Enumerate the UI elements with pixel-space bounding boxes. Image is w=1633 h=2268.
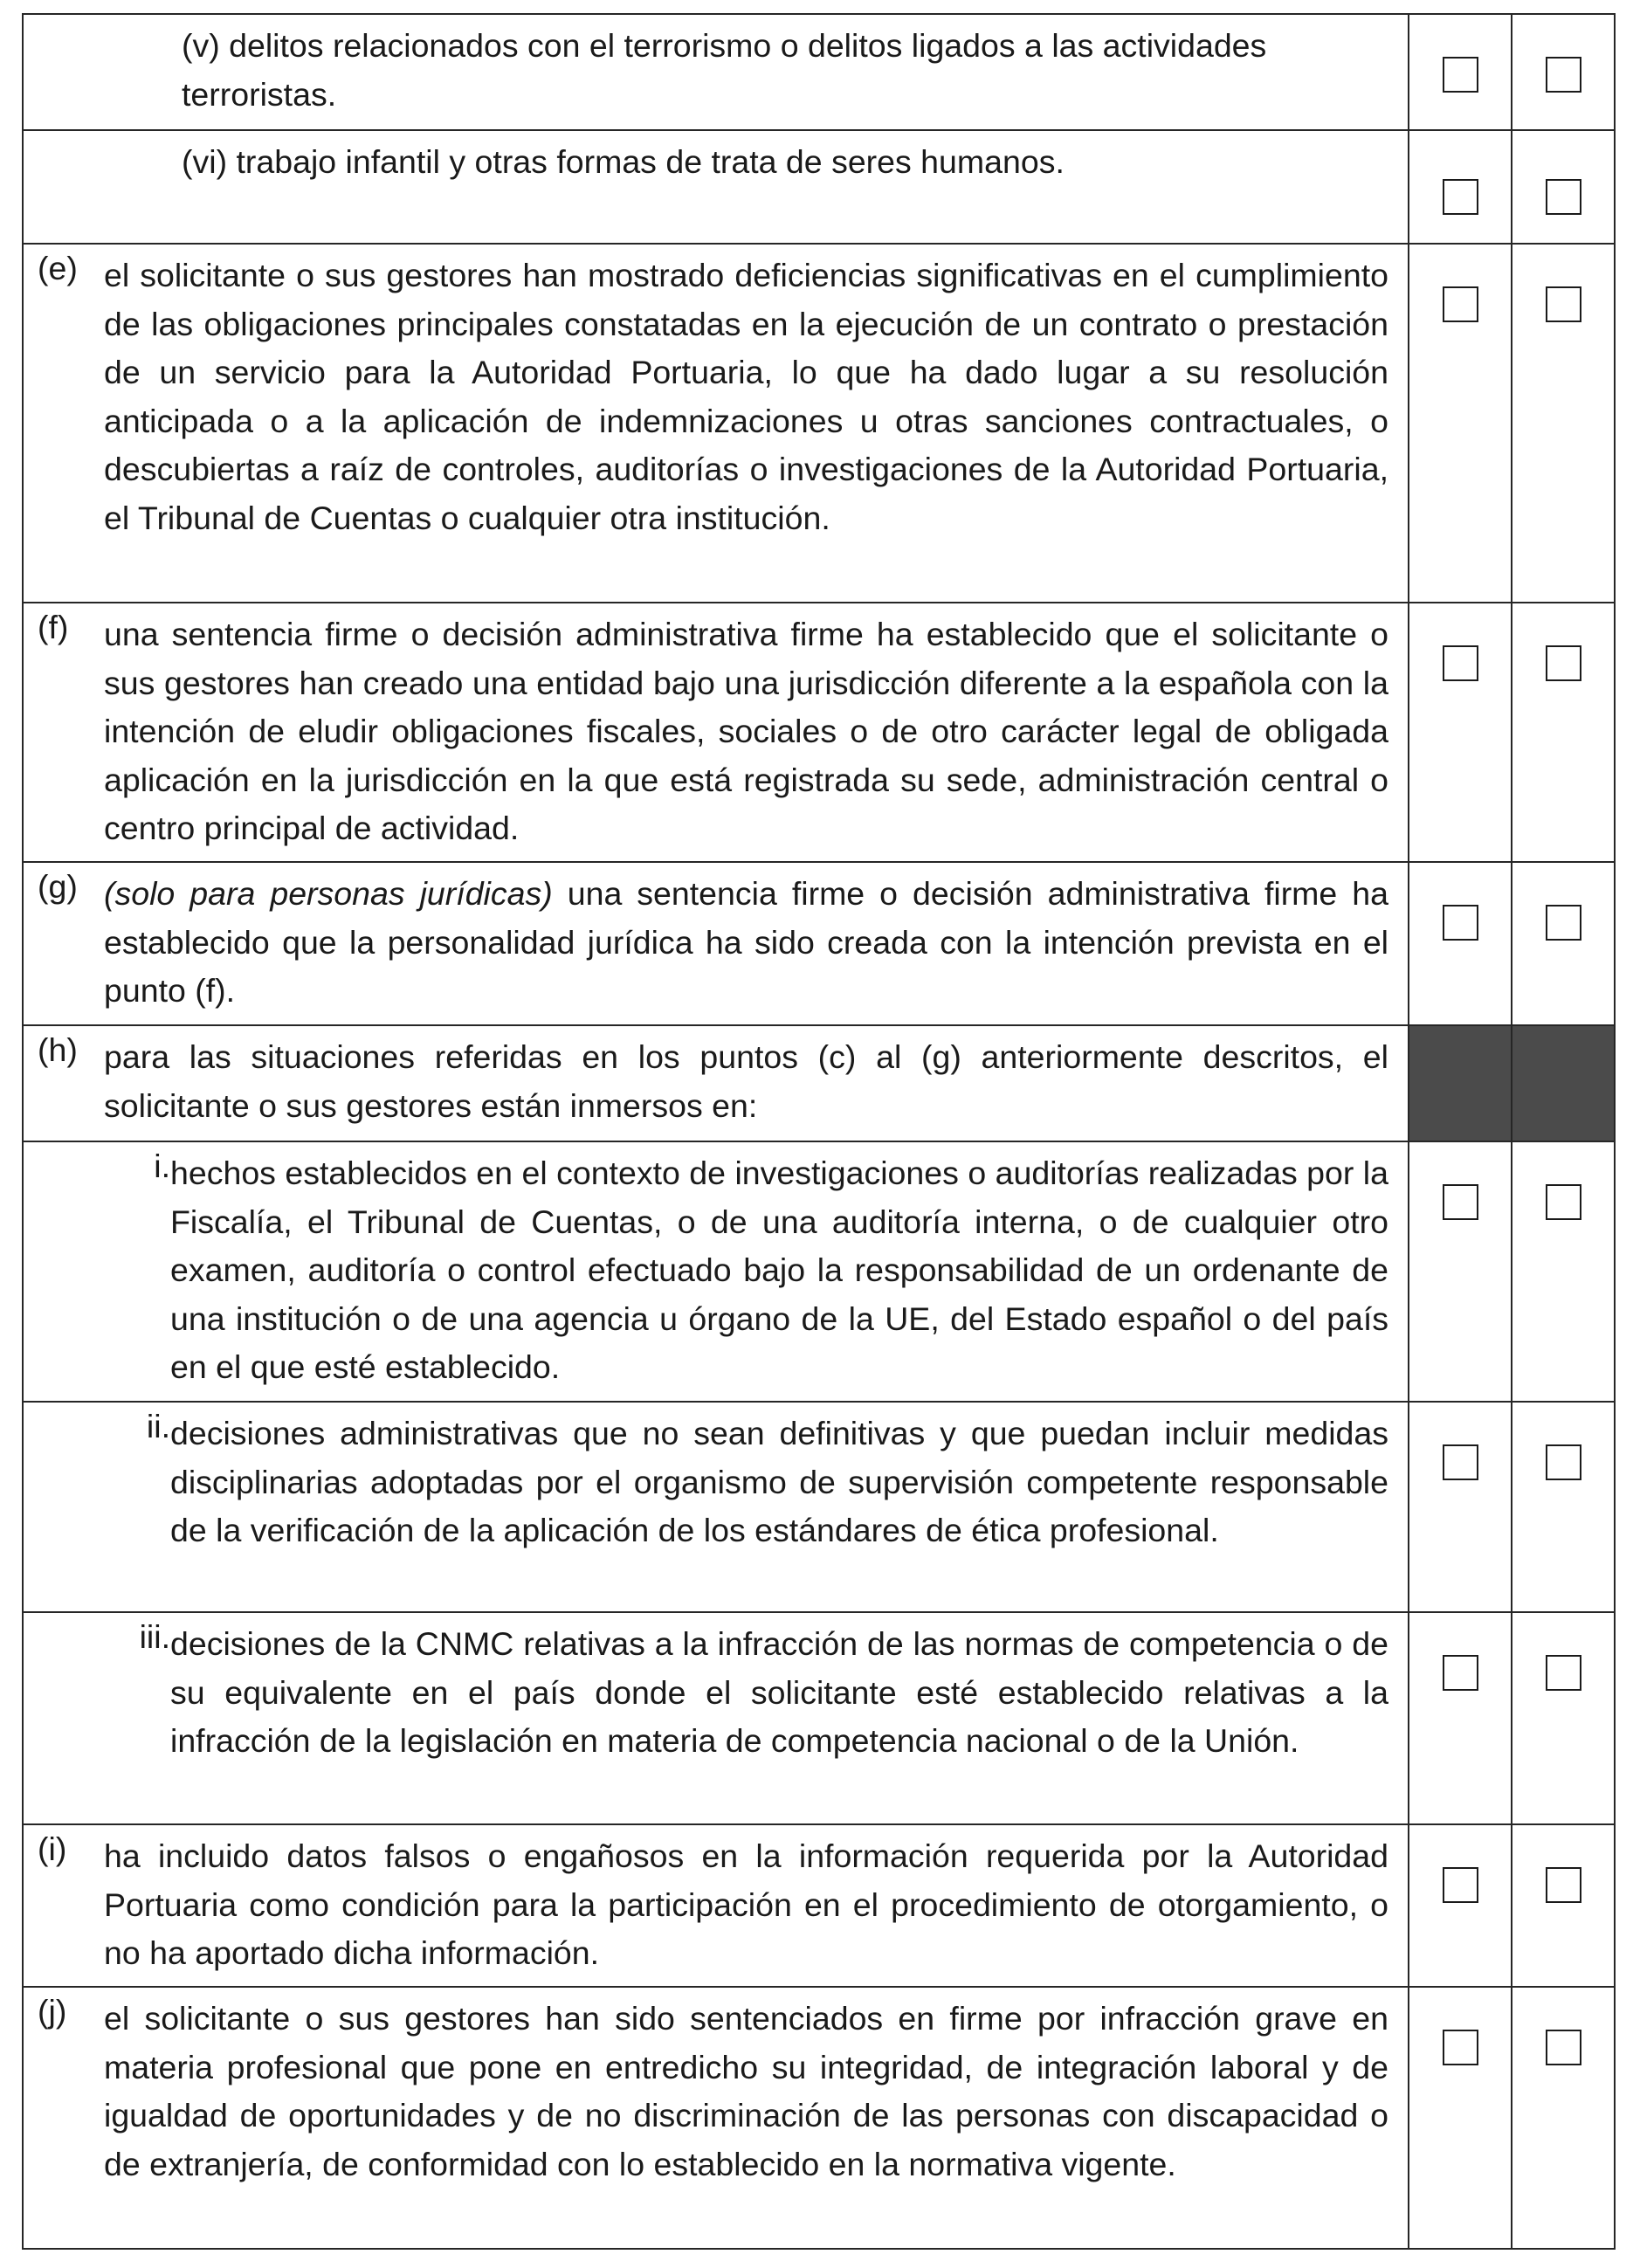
item-text-cell bbox=[23, 130, 1409, 244]
checkbox-cell-no bbox=[1512, 603, 1615, 862]
item-text-cell bbox=[23, 1824, 1409, 1987]
checkbox-no[interactable] bbox=[1546, 1655, 1581, 1691]
item-roman: iii. bbox=[139, 1618, 170, 1655]
checkbox-no[interactable] bbox=[1546, 1867, 1581, 1903]
item-text-cell bbox=[23, 244, 1409, 603]
checkbox-cell-no bbox=[1512, 1141, 1615, 1402]
checkbox-no[interactable] bbox=[1546, 645, 1581, 681]
item-text-cell bbox=[23, 862, 1409, 1025]
checkbox-yes[interactable] bbox=[1443, 1867, 1478, 1903]
item-text-cell bbox=[23, 1987, 1409, 2249]
table-row bbox=[23, 1402, 1615, 1612]
checkbox-yes[interactable] bbox=[1443, 1444, 1478, 1480]
table-row bbox=[23, 244, 1615, 603]
item-roman: ii. bbox=[146, 1408, 170, 1444]
checkbox-no[interactable] bbox=[1546, 905, 1581, 941]
checkbox-cell-yes bbox=[1409, 130, 1512, 244]
item-text-cell bbox=[23, 1402, 1409, 1612]
checkbox-no[interactable] bbox=[1546, 286, 1581, 322]
item-text-cell bbox=[23, 603, 1409, 862]
checkbox-cell-yes bbox=[1409, 244, 1512, 603]
checkbox-yes[interactable] bbox=[1443, 645, 1478, 681]
table-row bbox=[23, 130, 1615, 244]
item-text-rest: una sentencia firme o decisión administrativa firme ha establecido que la personalidad jurídica ha sido creada con la intención prevista en el punto (f). bbox=[104, 875, 1388, 1009]
checkbox-yes[interactable] bbox=[1443, 1184, 1478, 1220]
checkbox-cell-yes bbox=[1409, 1824, 1512, 1987]
item-italic-prefix: (solo para personas jurídicas) bbox=[104, 875, 553, 912]
item-letter: (j) bbox=[38, 1993, 67, 2030]
item-text: para las situaciones referidas en los puntos (c) al (g) anteriormente descritos, el solicitante o sus gestores están inmersos en: bbox=[104, 1038, 1388, 1124]
checkbox-yes[interactable] bbox=[1443, 179, 1478, 215]
checkbox-cell-yes bbox=[1409, 862, 1512, 1025]
table-row bbox=[23, 1824, 1615, 1987]
checkbox-cell-yes bbox=[1409, 603, 1512, 862]
item-text: el solicitante o sus gestores han sido sentenciados en firme por infracción grave en materia profesional que pone en entredicho su integridad, de integración laboral y de igualdad de oportunidades y de no discriminación de las personas con discapacidad o de extranjería, de conformidad con lo establecido en la normativa vigente. bbox=[104, 2000, 1388, 2182]
checkbox-cell-no bbox=[1512, 14, 1615, 130]
item-text-cell bbox=[23, 1025, 1409, 1141]
item-text: decisiones de la CNMC relativas a la infracción de las normas de competencia o de su equivalente en el país donde el solicitante esté establecido relativas a la infracción de la legislación en materia de competencia nacional o de la Unión. bbox=[170, 1625, 1388, 1759]
table-row bbox=[23, 862, 1615, 1025]
checkbox-cell-yes bbox=[1409, 1987, 1512, 2249]
checkbox-yes[interactable] bbox=[1443, 57, 1478, 93]
table-row bbox=[23, 14, 1615, 130]
item-text-cell bbox=[23, 1141, 1409, 1402]
checkbox-no[interactable] bbox=[1546, 2030, 1581, 2065]
checkbox-yes[interactable] bbox=[1443, 2030, 1478, 2065]
item-letter: (e) bbox=[38, 250, 78, 286]
item-text: (v) delitos relacionados con el terrorismo o delitos ligados a las actividades terroristas. bbox=[182, 27, 1267, 113]
shaded-cell bbox=[1512, 1025, 1615, 1141]
item-text bbox=[104, 870, 1388, 1016]
table-row bbox=[23, 1025, 1615, 1141]
checkbox-no[interactable] bbox=[1546, 57, 1581, 93]
item-letter: (h) bbox=[38, 1031, 78, 1068]
checkbox-no[interactable] bbox=[1546, 1444, 1581, 1480]
checkbox-cell-yes bbox=[1409, 1141, 1512, 1402]
checkbox-yes[interactable] bbox=[1443, 286, 1478, 322]
item-text-cell bbox=[23, 1612, 1409, 1824]
checkbox-no[interactable] bbox=[1546, 1184, 1581, 1220]
item-text: el solicitante o sus gestores han mostrado deficiencias significativas en el cumplimiento de las obligaciones principales constatadas en la ejecución de un contrato o prestación de un servicio para la Autoridad Portuaria, lo que ha dado lugar a su resolución anticipada o a la aplicación de indemnizaciones u otras sanciones contractuales, o descubiertas a raíz de controles, auditorías o investigaciones de la Autoridad Portuaria, el Tribunal de Cuentas o cualquier otra institución. bbox=[104, 257, 1388, 536]
item-letter: (f) bbox=[38, 609, 69, 645]
checkbox-cell-no bbox=[1512, 1612, 1615, 1824]
checkbox-cell-yes bbox=[1409, 14, 1512, 130]
checkbox-cell-no bbox=[1512, 1402, 1615, 1612]
declaration-table bbox=[22, 13, 1616, 2250]
checkbox-cell-no bbox=[1512, 862, 1615, 1025]
item-roman: i. bbox=[154, 1148, 170, 1184]
checkbox-no[interactable] bbox=[1546, 179, 1581, 215]
checkbox-cell-no bbox=[1512, 244, 1615, 603]
checkbox-cell-no bbox=[1512, 130, 1615, 244]
item-text: (vi) trabajo infantil y otras formas de trata de seres humanos. bbox=[182, 143, 1065, 180]
item-text-cell bbox=[23, 14, 1409, 130]
checkbox-cell-no bbox=[1512, 1824, 1615, 1987]
checkbox-cell-yes bbox=[1409, 1402, 1512, 1612]
item-letter: (i) bbox=[38, 1830, 67, 1867]
checkbox-yes[interactable] bbox=[1443, 1655, 1478, 1691]
table-row bbox=[23, 1987, 1615, 2249]
item-text: una sentencia firme o decisión administrativa firme ha establecido que el solicitante o sus gestores han creado una entidad bajo una jurisdicción diferente a la española con la intención de eludir obligaciones fiscales, sociales o de otro carácter legal de obligada aplicación en la jurisdicción en la que está registrada su sede, administración central o centro principal de actividad. bbox=[104, 616, 1388, 846]
shaded-cell bbox=[1409, 1025, 1512, 1141]
table-row bbox=[23, 1612, 1615, 1824]
checkbox-yes[interactable] bbox=[1443, 905, 1478, 941]
item-text: ha incluido datos falsos o engañosos en la información requerida por la Autoridad Portuaria como condición para la participación en el procedimiento de otorgamiento, o no ha aportado dicha información. bbox=[104, 1837, 1388, 1971]
item-text: hechos establecidos en el contexto de investigaciones o auditorías realizadas por la Fiscalía, el Tribunal de Cuentas, o de una auditoría interna, o de cualquier otro examen, auditoría o control efectuado bajo la responsabilidad de un ordenante de una institución o de una agencia u órgano de la UE, del Estado español o del país en el que esté establecido. bbox=[170, 1155, 1388, 1385]
item-letter: (g) bbox=[38, 868, 78, 905]
checkbox-cell-no bbox=[1512, 1987, 1615, 2249]
table-row bbox=[23, 1141, 1615, 1402]
item-text: decisiones administrativas que no sean definitivas y que puedan incluir medidas disciplinarias adoptadas por el organismo de supervisión competente responsable de la verificación de la aplicación de los estándares de ética profesional. bbox=[170, 1415, 1388, 1548]
table-row bbox=[23, 603, 1615, 862]
checkbox-cell-yes bbox=[1409, 1612, 1512, 1824]
